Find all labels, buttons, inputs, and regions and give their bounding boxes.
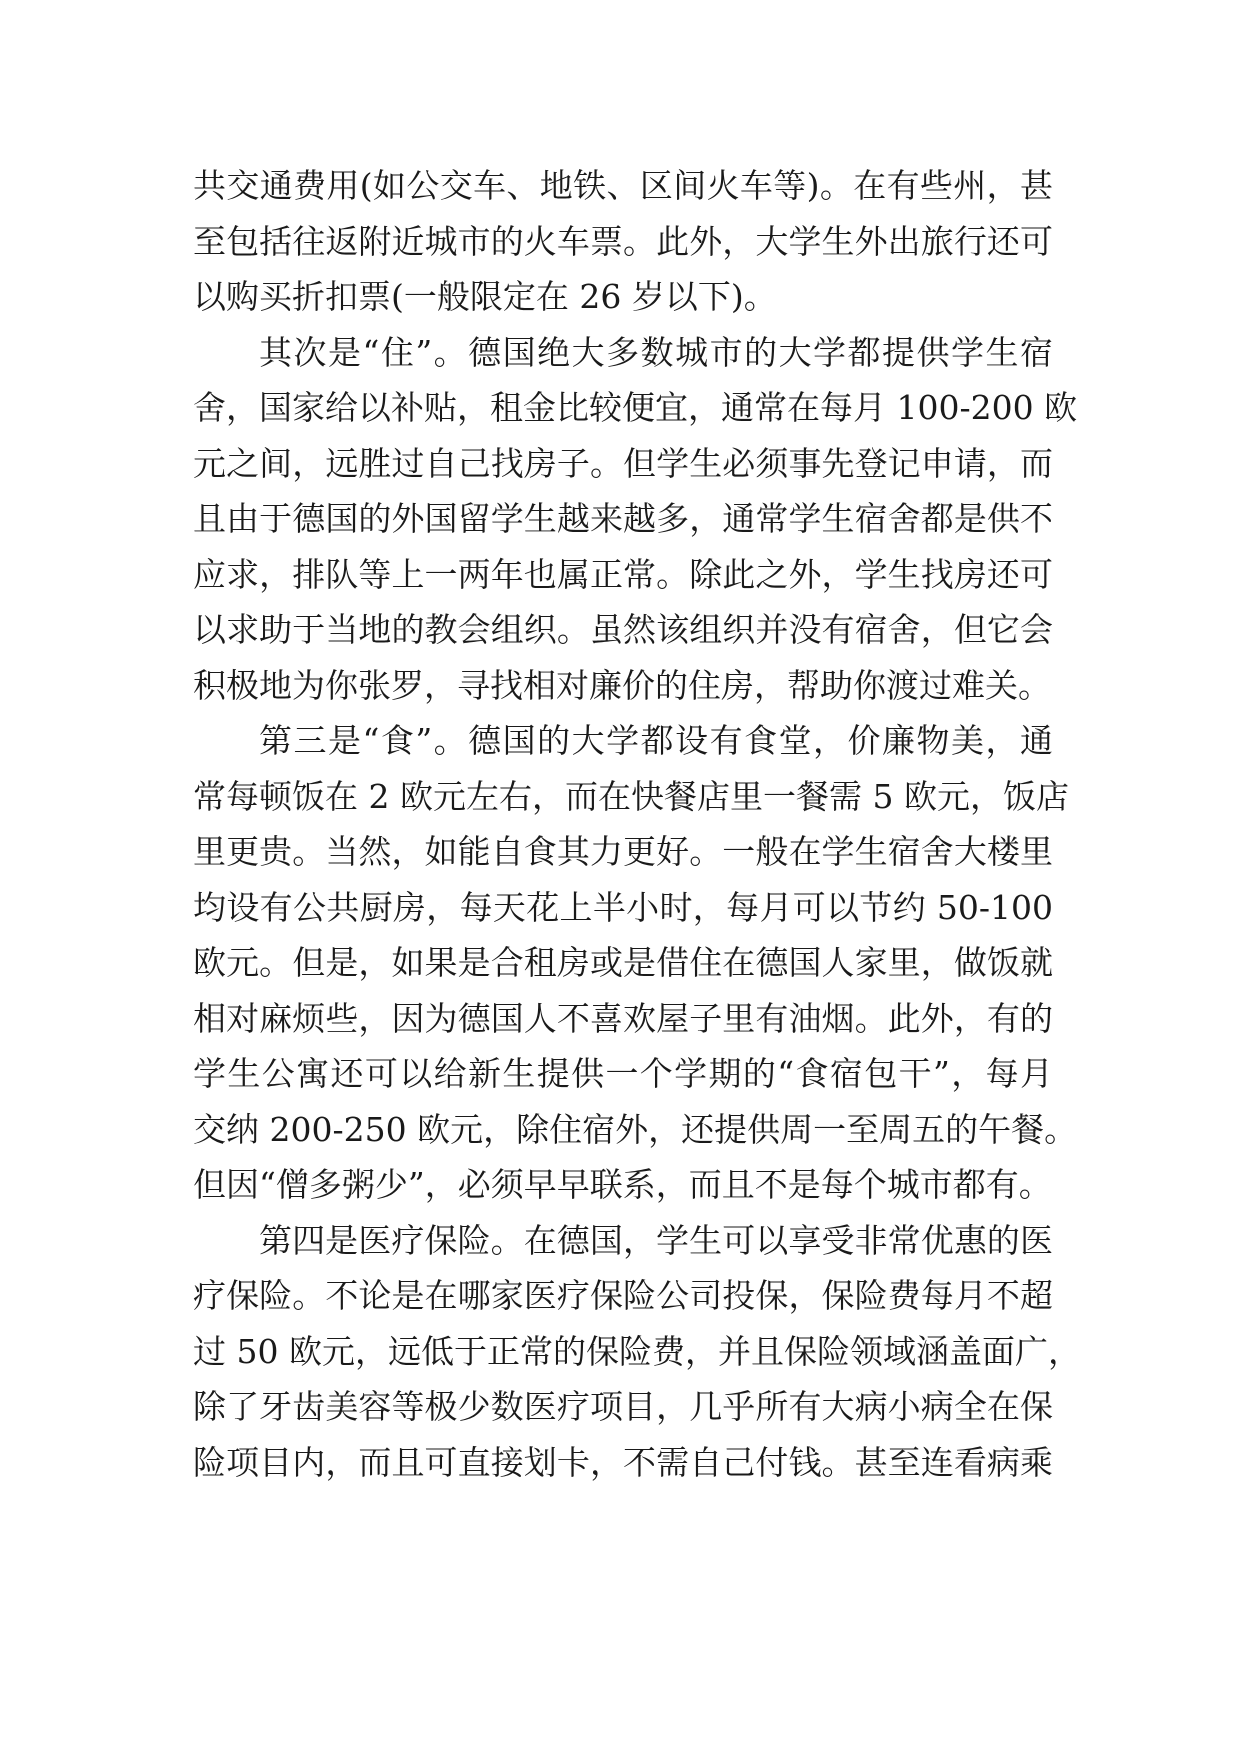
text-line: 共交通费用(如公交车、地铁、区间火车等)。在有些州，甚: [193, 166, 1053, 205]
text-line: 第三是“食”。德国的大学都设有食堂，价廉物美，通: [259, 721, 1053, 760]
text-line: 欧元。但是，如果是合租房或是借住在德国人家里，做饭就: [193, 943, 1053, 982]
text-line: 相对麻烦些，因为德国人不喜欢屋子里有油烟。此外，有的: [193, 998, 1053, 1038]
text-line: 里更贵。当然，如能自食其力更好。一般在学生宿舍大楼里: [193, 832, 1053, 871]
text-line: 过 50 欧元，远低于正常的保险费，并且保险领域涵盖面广，: [193, 1331, 1081, 1371]
text-line: 但因“僧多粥少”，必须早早联系，而且不是每个城市都有。: [193, 1165, 1052, 1204]
text-line: 且由于德国的外国留学生越来越多，通常学生宿舍都是供不: [193, 499, 1053, 538]
text-line: 其次是“住”。德国绝大多数城市的大学都提供学生宿: [259, 332, 1053, 372]
text-line: 以购买折扣票(一般限定在 26 岁以下)。: [193, 277, 777, 316]
text-line: 均设有公共厨房，每天花上半小时，每月可以节约 50-100: [193, 887, 1053, 927]
text-line: 除了牙齿美容等极少数医疗项目，几乎所有大病小病全在保: [193, 1387, 1053, 1426]
text-line: 学生公寓还可以给新生提供一个学期的“食宿包干”，每月: [193, 1054, 1053, 1093]
text-line: 至包括往返附近城市的火车票。此外，大学生外出旅行还可: [193, 221, 1053, 261]
text-line: 以求助于当地的教会组织。虽然该组织并没有宿舍，但它会: [193, 610, 1053, 649]
text-line: 应求，排队等上一两年也属正常。除此之外，学生找房还可: [193, 554, 1053, 594]
text-line: 第四是医疗保险。在德国，学生可以享受非常优惠的医: [259, 1220, 1053, 1260]
body-text: [193, 158, 1081, 1490]
text-line: 险项目内，而且可直接划卡，不需自己付钱。甚至连看病乘: [193, 1442, 1053, 1482]
text-line: 元之间，远胜过自己找房子。但学生必须事先登记申请，而: [193, 443, 1053, 483]
text-line: 常每顿饭在 2 欧元左右，而在快餐店里一餐需 5 欧元，饭店: [193, 776, 1069, 816]
text-line: 舍，国家给以补贴，租金比较便宜，通常在每月 100-200 欧: [193, 388, 1078, 427]
text-line: 积极地为你张罗，寻找相对廉价的住房，帮助你渡过难关。: [193, 665, 1051, 705]
text-line: 疗保险。不论是在哪家医疗保险公司投保，保险费每月不超: [193, 1276, 1053, 1315]
text-line: 交纳 200-250 欧元，除住宿外，还提供周一至周五的午餐。: [193, 1109, 1078, 1149]
